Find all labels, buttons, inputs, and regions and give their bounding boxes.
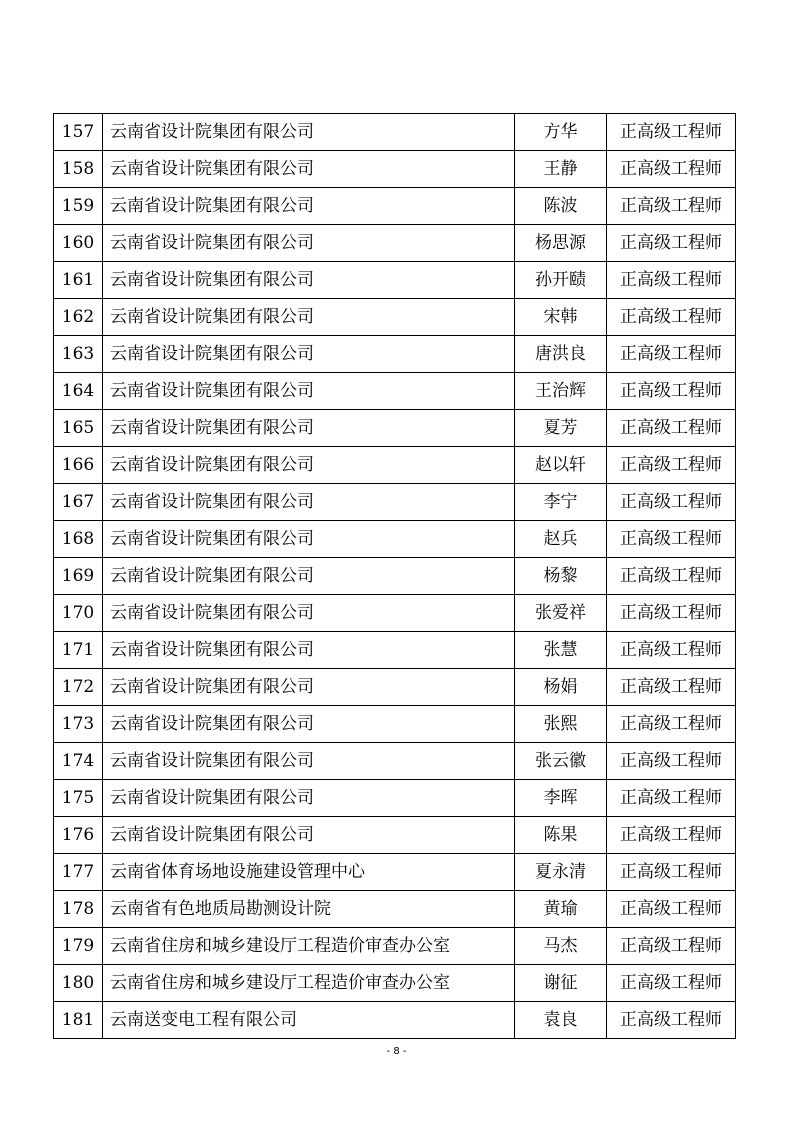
row-person-name: 马杰 <box>515 928 607 965</box>
row-person-name: 夏芳 <box>515 410 607 447</box>
row-person-name: 宋韩 <box>515 299 607 336</box>
table-row <box>54 1002 736 1039</box>
row-person-name: 黄瑜 <box>515 891 607 928</box>
row-person-name: 赵以轩 <box>515 447 607 484</box>
row-unit: 云南省设计院集团有限公司 <box>103 114 515 151</box>
row-job-title: 正高级工程师 <box>607 891 736 928</box>
row-person-name: 张熙 <box>515 706 607 743</box>
row-number: 163 <box>54 336 103 373</box>
row-person-name: 张慧 <box>515 632 607 669</box>
row-unit: 云南省设计院集团有限公司 <box>103 706 515 743</box>
row-unit: 云南省有色地质局勘测设计院 <box>103 891 515 928</box>
row-number: 168 <box>54 521 103 558</box>
row-number: 178 <box>54 891 103 928</box>
row-unit: 云南省设计院集团有限公司 <box>103 262 515 299</box>
row-number: 159 <box>54 188 103 225</box>
table-row <box>54 299 736 336</box>
row-unit: 云南省设计院集团有限公司 <box>103 632 515 669</box>
row-unit: 云南省设计院集团有限公司 <box>103 669 515 706</box>
row-number: 180 <box>54 965 103 1002</box>
table-row <box>54 336 736 373</box>
row-job-title: 正高级工程师 <box>607 299 736 336</box>
row-number: 167 <box>54 484 103 521</box>
table-row <box>54 558 736 595</box>
table-row <box>54 262 736 299</box>
row-person-name: 夏永清 <box>515 854 607 891</box>
row-person-name: 王治辉 <box>515 373 607 410</box>
table-row <box>54 484 736 521</box>
row-number: 181 <box>54 1002 103 1039</box>
row-number: 172 <box>54 669 103 706</box>
table-row <box>54 965 736 1002</box>
roster-table <box>53 113 736 1039</box>
row-number: 162 <box>54 299 103 336</box>
row-number: 165 <box>54 410 103 447</box>
row-number: 164 <box>54 373 103 410</box>
row-job-title: 正高级工程师 <box>607 669 736 706</box>
row-person-name: 李宁 <box>515 484 607 521</box>
row-job-title: 正高级工程师 <box>607 336 736 373</box>
row-person-name: 方华 <box>515 114 607 151</box>
row-number: 161 <box>54 262 103 299</box>
row-person-name: 唐洪良 <box>515 336 607 373</box>
row-unit: 云南省设计院集团有限公司 <box>103 558 515 595</box>
row-person-name: 赵兵 <box>515 521 607 558</box>
table-row <box>54 743 736 780</box>
row-job-title: 正高级工程师 <box>607 743 736 780</box>
row-unit: 云南送变电工程有限公司 <box>103 1002 515 1039</box>
row-number: 179 <box>54 928 103 965</box>
row-person-name: 张爱祥 <box>515 595 607 632</box>
table-row <box>54 373 736 410</box>
table-row <box>54 891 736 928</box>
table-row <box>54 410 736 447</box>
table-row <box>54 780 736 817</box>
row-unit: 云南省住房和城乡建设厅工程造价审查办公室 <box>103 928 515 965</box>
roster-body <box>54 114 736 1039</box>
table-row <box>54 595 736 632</box>
row-unit: 云南省设计院集团有限公司 <box>103 743 515 780</box>
row-number: 176 <box>54 817 103 854</box>
row-unit: 云南省设计院集团有限公司 <box>103 780 515 817</box>
row-job-title: 正高级工程师 <box>607 447 736 484</box>
row-unit: 云南省设计院集团有限公司 <box>103 299 515 336</box>
table-row <box>54 114 736 151</box>
row-person-name: 李晖 <box>515 780 607 817</box>
table-row <box>54 669 736 706</box>
table-row <box>54 928 736 965</box>
row-unit: 云南省设计院集团有限公司 <box>103 595 515 632</box>
row-unit: 云南省设计院集团有限公司 <box>103 521 515 558</box>
row-unit: 云南省设计院集团有限公司 <box>103 484 515 521</box>
row-job-title: 正高级工程师 <box>607 780 736 817</box>
row-unit: 云南省设计院集团有限公司 <box>103 373 515 410</box>
row-person-name: 袁良 <box>515 1002 607 1039</box>
row-job-title: 正高级工程师 <box>607 558 736 595</box>
table-row <box>54 447 736 484</box>
page-number: - 8 - <box>386 1046 407 1057</box>
row-job-title: 正高级工程师 <box>607 632 736 669</box>
table-row <box>54 854 736 891</box>
row-person-name: 张云徽 <box>515 743 607 780</box>
row-unit: 云南省体育场地设施建设管理中心 <box>103 854 515 891</box>
row-unit: 云南省设计院集团有限公司 <box>103 817 515 854</box>
row-unit: 云南省设计院集团有限公司 <box>103 188 515 225</box>
row-job-title: 正高级工程师 <box>607 410 736 447</box>
row-unit: 云南省设计院集团有限公司 <box>103 447 515 484</box>
row-unit: 云南省设计院集团有限公司 <box>103 336 515 373</box>
row-person-name: 陈波 <box>515 188 607 225</box>
row-person-name: 王静 <box>515 151 607 188</box>
row-job-title: 正高级工程师 <box>607 1002 736 1039</box>
row-person-name: 孙开赜 <box>515 262 607 299</box>
table-row <box>54 151 736 188</box>
row-number: 169 <box>54 558 103 595</box>
row-person-name: 杨黎 <box>515 558 607 595</box>
row-person-name: 杨思源 <box>515 225 607 262</box>
row-job-title: 正高级工程师 <box>607 854 736 891</box>
row-job-title: 正高级工程师 <box>607 928 736 965</box>
row-unit: 云南省住房和城乡建设厅工程造价审查办公室 <box>103 965 515 1002</box>
row-job-title: 正高级工程师 <box>607 114 736 151</box>
table-row <box>54 188 736 225</box>
row-number: 157 <box>54 114 103 151</box>
row-number: 174 <box>54 743 103 780</box>
table-row <box>54 225 736 262</box>
row-job-title: 正高级工程师 <box>607 188 736 225</box>
row-number: 171 <box>54 632 103 669</box>
row-job-title: 正高级工程师 <box>607 817 736 854</box>
row-job-title: 正高级工程师 <box>607 262 736 299</box>
row-unit: 云南省设计院集团有限公司 <box>103 151 515 188</box>
row-number: 173 <box>54 706 103 743</box>
row-number: 166 <box>54 447 103 484</box>
table-row <box>54 706 736 743</box>
row-job-title: 正高级工程师 <box>607 965 736 1002</box>
row-job-title: 正高级工程师 <box>607 595 736 632</box>
table-row <box>54 817 736 854</box>
row-number: 175 <box>54 780 103 817</box>
row-number: 177 <box>54 854 103 891</box>
row-number: 160 <box>54 225 103 262</box>
row-unit: 云南省设计院集团有限公司 <box>103 410 515 447</box>
row-job-title: 正高级工程师 <box>607 373 736 410</box>
row-job-title: 正高级工程师 <box>607 706 736 743</box>
row-job-title: 正高级工程师 <box>607 225 736 262</box>
row-number: 170 <box>54 595 103 632</box>
row-unit: 云南省设计院集团有限公司 <box>103 225 515 262</box>
row-person-name: 杨娟 <box>515 669 607 706</box>
row-job-title: 正高级工程师 <box>607 521 736 558</box>
table-row <box>54 521 736 558</box>
row-person-name: 陈果 <box>515 817 607 854</box>
row-job-title: 正高级工程师 <box>607 151 736 188</box>
row-number: 158 <box>54 151 103 188</box>
table-row <box>54 632 736 669</box>
row-job-title: 正高级工程师 <box>607 484 736 521</box>
row-person-name: 谢征 <box>515 965 607 1002</box>
